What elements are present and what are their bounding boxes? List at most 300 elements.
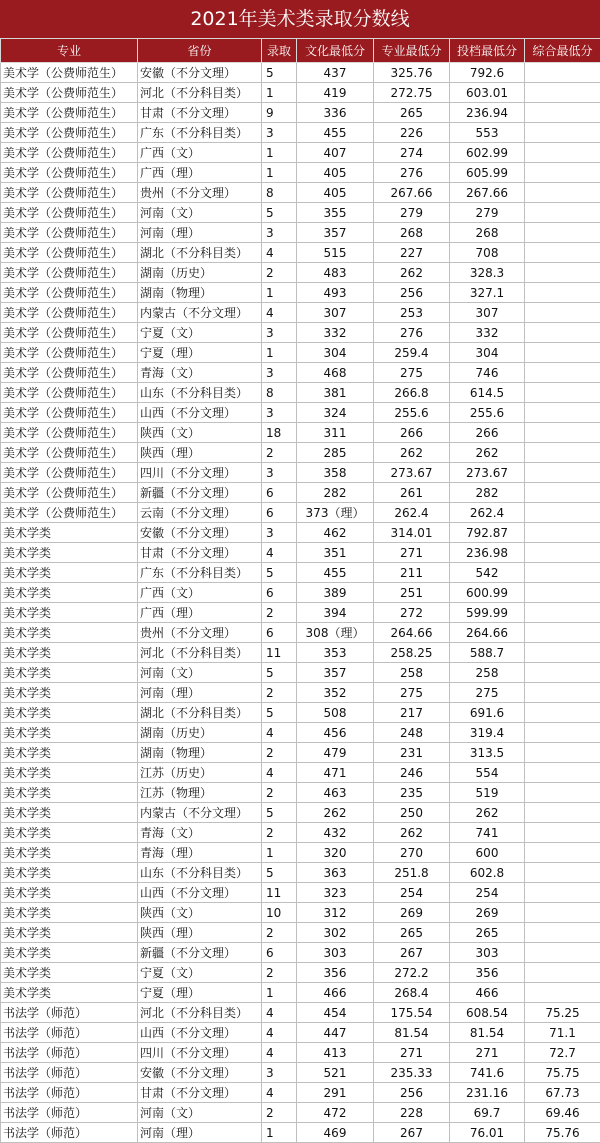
cell-major: 美术学类 (1, 823, 138, 843)
cell-filing-min: 266 (450, 423, 525, 443)
cell-admitted: 4 (262, 1003, 297, 1023)
table-row (1, 863, 600, 883)
cell-culture-min: 312 (297, 903, 374, 923)
cell-major-min: 256 (374, 283, 450, 303)
cell-province: 青海（理） (138, 843, 262, 863)
cell-filing-min: 792.6 (450, 63, 525, 83)
cell-major-min: 262.4 (374, 503, 450, 523)
cell-filing-min: 267.66 (450, 183, 525, 203)
cell-major: 美术学类 (1, 983, 138, 1003)
cell-major: 美术学类 (1, 523, 138, 543)
table-row (1, 503, 600, 523)
cell-major: 美术学类 (1, 763, 138, 783)
cell-composite-min (525, 403, 600, 423)
cell-major: 美术学（公费师范生） (1, 303, 138, 323)
table-row (1, 803, 600, 823)
cell-major: 美术学类 (1, 923, 138, 943)
cell-province: 河南（文） (138, 663, 262, 683)
table-row (1, 383, 600, 403)
cell-composite-min (525, 143, 600, 163)
cell-province: 安徽（不分文理） (138, 63, 262, 83)
cell-filing-min: 328.3 (450, 263, 525, 283)
cell-province: 云南（不分文理） (138, 503, 262, 523)
cell-filing-min: 519 (450, 783, 525, 803)
cell-major: 美术学（公费师范生） (1, 283, 138, 303)
cell-filing-min: 614.5 (450, 383, 525, 403)
table-row (1, 1103, 600, 1123)
cell-admitted: 5 (262, 803, 297, 823)
cell-major: 美术学（公费师范生） (1, 443, 138, 463)
cell-admitted: 4 (262, 723, 297, 743)
cell-admitted: 2 (262, 683, 297, 703)
cell-admitted: 2 (262, 1103, 297, 1123)
cell-culture-min: 373（理） (297, 503, 374, 523)
cell-culture-min: 323 (297, 883, 374, 903)
cell-province: 河南（文） (138, 1103, 262, 1123)
cell-filing-min: 279 (450, 203, 525, 223)
table-row (1, 83, 600, 103)
cell-composite-min (525, 923, 600, 943)
cell-major: 美术学（公费师范生） (1, 263, 138, 283)
cell-major-min: 81.54 (374, 1023, 450, 1043)
cell-province: 新疆（不分文理） (138, 483, 262, 503)
cell-province: 河北（不分科目类） (138, 1003, 262, 1023)
cell-province: 河南（理） (138, 683, 262, 703)
table-row (1, 203, 600, 223)
cell-filing-min: 303 (450, 943, 525, 963)
cell-major-min: 265 (374, 103, 450, 123)
cell-composite-min (525, 883, 600, 903)
cell-composite-min (525, 323, 600, 343)
table-row (1, 583, 600, 603)
cell-province: 广西（理） (138, 163, 262, 183)
cell-filing-min: 262.4 (450, 503, 525, 523)
cell-major-min: 251.8 (374, 863, 450, 883)
cell-admitted: 8 (262, 383, 297, 403)
cell-culture-min: 479 (297, 743, 374, 763)
cell-filing-min: 553 (450, 123, 525, 143)
cell-major: 美术学类 (1, 863, 138, 883)
table-row (1, 963, 600, 983)
cell-composite-min (525, 243, 600, 263)
cell-culture-min: 324 (297, 403, 374, 423)
cell-province: 内蒙古（不分文理） (138, 803, 262, 823)
cell-major: 美术学类 (1, 843, 138, 863)
cell-filing-min: 602.99 (450, 143, 525, 163)
cell-major-min: 254 (374, 883, 450, 903)
table-row (1, 343, 600, 363)
cell-filing-min: 605.99 (450, 163, 525, 183)
cell-admitted: 18 (262, 423, 297, 443)
cell-major: 书法学（师范） (1, 1083, 138, 1103)
cell-admitted: 3 (262, 363, 297, 383)
cell-culture-min: 471 (297, 763, 374, 783)
cell-province: 甘肃（不分文理） (138, 543, 262, 563)
cell-major-min: 268.4 (374, 983, 450, 1003)
cell-major: 美术学（公费师范生） (1, 383, 138, 403)
cell-major-min: 248 (374, 723, 450, 743)
cell-major: 美术学（公费师范生） (1, 223, 138, 243)
cell-filing-min: 608.54 (450, 1003, 525, 1023)
cell-composite-min (525, 183, 600, 203)
cell-admitted: 11 (262, 643, 297, 663)
cell-culture-min: 462 (297, 523, 374, 543)
cell-admitted: 2 (262, 603, 297, 623)
cell-major-min: 271 (374, 1043, 450, 1063)
cell-major-min: 265 (374, 923, 450, 943)
cell-province: 湖南（物理） (138, 283, 262, 303)
cell-filing-min: 708 (450, 243, 525, 263)
cell-province: 山西（不分文理） (138, 403, 262, 423)
cell-culture-min: 357 (297, 223, 374, 243)
table-row (1, 63, 600, 83)
cell-culture-min: 454 (297, 1003, 374, 1023)
table-row (1, 763, 600, 783)
cell-admitted: 5 (262, 203, 297, 223)
cell-composite-min (525, 623, 600, 643)
cell-admitted: 1 (262, 843, 297, 863)
table-row (1, 103, 600, 123)
cell-composite-min (525, 563, 600, 583)
cell-province: 新疆（不分文理） (138, 943, 262, 963)
cell-culture-min: 311 (297, 423, 374, 443)
cell-culture-min: 466 (297, 983, 374, 1003)
cell-major-min: 246 (374, 763, 450, 783)
header-major-min: 专业最低分 (374, 39, 450, 63)
cell-admitted: 4 (262, 543, 297, 563)
cell-admitted: 3 (262, 1063, 297, 1083)
cell-composite-min (525, 443, 600, 463)
cell-culture-min: 363 (297, 863, 374, 883)
cell-major-min: 268 (374, 223, 450, 243)
cell-major: 书法学（师范） (1, 1023, 138, 1043)
cell-composite-min (525, 723, 600, 743)
cell-province: 湖北（不分科目类） (138, 703, 262, 723)
cell-major-min: 250 (374, 803, 450, 823)
cell-filing-min: 258 (450, 663, 525, 683)
cell-culture-min: 282 (297, 483, 374, 503)
cell-filing-min: 254 (450, 883, 525, 903)
table-row (1, 1043, 600, 1063)
cell-composite-min (525, 843, 600, 863)
cell-composite-min (525, 743, 600, 763)
cell-major: 美术学类 (1, 803, 138, 823)
cell-province: 贵州（不分文理） (138, 623, 262, 643)
table-row (1, 463, 600, 483)
cell-admitted: 10 (262, 903, 297, 923)
cell-filing-min: 268 (450, 223, 525, 243)
cell-admitted: 4 (262, 1023, 297, 1043)
cell-composite-min (525, 343, 600, 363)
cell-major: 美术学类 (1, 723, 138, 743)
cell-admitted: 6 (262, 943, 297, 963)
cell-composite-min (525, 643, 600, 663)
cell-culture-min: 357 (297, 663, 374, 683)
cell-composite-min: 75.25 (525, 1003, 600, 1023)
cell-composite-min (525, 223, 600, 243)
cell-major: 美术学（公费师范生） (1, 463, 138, 483)
cell-culture-min: 413 (297, 1043, 374, 1063)
cell-major: 美术学类 (1, 703, 138, 723)
cell-admitted: 4 (262, 1083, 297, 1103)
cell-culture-min: 308（理） (297, 623, 374, 643)
cell-province: 陕西（文） (138, 423, 262, 443)
cell-admitted: 1 (262, 83, 297, 103)
cell-composite-min (525, 823, 600, 843)
cell-filing-min: 466 (450, 983, 525, 1003)
cell-major-min: 251 (374, 583, 450, 603)
table-row (1, 983, 600, 1003)
cell-culture-min: 303 (297, 943, 374, 963)
table-row (1, 1063, 600, 1083)
cell-filing-min: 600 (450, 843, 525, 863)
cell-province: 四川（不分文理） (138, 463, 262, 483)
cell-province: 宁夏（文） (138, 323, 262, 343)
cell-major: 美术学（公费师范生） (1, 323, 138, 343)
cell-admitted: 1 (262, 343, 297, 363)
cell-composite-min (525, 683, 600, 703)
cell-admitted: 6 (262, 483, 297, 503)
cell-major: 美术学（公费师范生） (1, 123, 138, 143)
cell-filing-min: 327.1 (450, 283, 525, 303)
cell-culture-min: 447 (297, 1023, 374, 1043)
cell-major: 美术学（公费师范生） (1, 63, 138, 83)
cell-composite-min (525, 583, 600, 603)
cell-composite-min: 75.76 (525, 1123, 600, 1143)
table-row (1, 883, 600, 903)
cell-culture-min: 405 (297, 183, 374, 203)
cell-filing-min: 746 (450, 363, 525, 383)
cell-culture-min: 336 (297, 103, 374, 123)
cell-province: 甘肃（不分文理） (138, 103, 262, 123)
table-row (1, 943, 600, 963)
cell-composite-min (525, 463, 600, 483)
header-major: 专业 (1, 39, 138, 63)
cell-major-min: 175.54 (374, 1003, 450, 1023)
cell-admitted: 2 (262, 783, 297, 803)
cell-province: 湖北（不分科目类） (138, 243, 262, 263)
cell-composite-min: 71.1 (525, 1023, 600, 1043)
cell-major-min: 226 (374, 123, 450, 143)
table-row (1, 903, 600, 923)
cell-major: 美术学（公费师范生） (1, 103, 138, 123)
cell-admitted: 11 (262, 883, 297, 903)
cell-province: 河南（文） (138, 203, 262, 223)
cell-admitted: 5 (262, 63, 297, 83)
cell-culture-min: 456 (297, 723, 374, 743)
cell-province: 青海（文） (138, 363, 262, 383)
table-row (1, 1003, 600, 1023)
cell-province: 湖南（物理） (138, 743, 262, 763)
table-row (1, 623, 600, 643)
cell-province: 湖南（历史） (138, 263, 262, 283)
cell-major-min: 270 (374, 843, 450, 863)
cell-admitted: 1 (262, 983, 297, 1003)
cell-major-min: 276 (374, 163, 450, 183)
cell-admitted: 2 (262, 823, 297, 843)
cell-major: 美术学（公费师范生） (1, 83, 138, 103)
cell-culture-min: 394 (297, 603, 374, 623)
cell-filing-min: 81.54 (450, 1023, 525, 1043)
cell-composite-min (525, 283, 600, 303)
cell-major: 美术学类 (1, 903, 138, 923)
cell-major: 书法学（师范） (1, 1063, 138, 1083)
cell-composite-min (525, 903, 600, 923)
cell-filing-min: 273.67 (450, 463, 525, 483)
cell-major: 书法学（师范） (1, 1043, 138, 1063)
header-province: 省份 (138, 39, 262, 63)
table-row (1, 223, 600, 243)
cell-major-min: 266 (374, 423, 450, 443)
cell-culture-min: 304 (297, 343, 374, 363)
cell-composite-min (525, 263, 600, 283)
cell-major-min: 274 (374, 143, 450, 163)
cell-culture-min: 320 (297, 843, 374, 863)
cell-composite-min (525, 103, 600, 123)
cell-admitted: 2 (262, 443, 297, 463)
cell-composite-min (525, 383, 600, 403)
cell-province: 广西（文） (138, 583, 262, 603)
table-row (1, 163, 600, 183)
cell-major-min: 275 (374, 363, 450, 383)
cell-filing-min: 262 (450, 803, 525, 823)
cell-major: 美术学类 (1, 963, 138, 983)
table-row (1, 783, 600, 803)
header-admitted: 录取 (262, 39, 297, 63)
cell-culture-min: 515 (297, 243, 374, 263)
cell-filing-min: 741 (450, 823, 525, 843)
cell-major-min: 231 (374, 743, 450, 763)
cell-composite-min (525, 783, 600, 803)
cell-admitted: 4 (262, 1043, 297, 1063)
page-title: 2021年美术类录取分数线 (0, 0, 600, 38)
cell-major: 美术学（公费师范生） (1, 343, 138, 363)
cell-major-min: 261 (374, 483, 450, 503)
cell-culture-min: 455 (297, 123, 374, 143)
cell-filing-min: 275 (450, 683, 525, 703)
cell-culture-min: 307 (297, 303, 374, 323)
table-row (1, 823, 600, 843)
cell-filing-min: 741.6 (450, 1063, 525, 1083)
cell-province: 江苏（物理） (138, 783, 262, 803)
cell-admitted: 5 (262, 703, 297, 723)
cell-province: 河北（不分科目类） (138, 643, 262, 663)
cell-major: 美术学类 (1, 643, 138, 663)
cell-major: 美术学类 (1, 743, 138, 763)
cell-filing-min: 271 (450, 1043, 525, 1063)
cell-major-min: 211 (374, 563, 450, 583)
table-row (1, 143, 600, 163)
table-row (1, 743, 600, 763)
cell-filing-min: 236.94 (450, 103, 525, 123)
cell-admitted: 3 (262, 523, 297, 543)
cell-filing-min: 262 (450, 443, 525, 463)
cell-composite-min: 67.73 (525, 1083, 600, 1103)
cell-province: 河南（理） (138, 223, 262, 243)
cell-major: 美术学（公费师范生） (1, 423, 138, 443)
cell-major-min: 273.67 (374, 463, 450, 483)
table-row (1, 403, 600, 423)
table-row (1, 123, 600, 143)
cell-province: 安徽（不分文理） (138, 523, 262, 543)
table-row (1, 363, 600, 383)
cell-major-min: 269 (374, 903, 450, 923)
cell-province: 山西（不分文理） (138, 883, 262, 903)
cell-filing-min: 264.66 (450, 623, 525, 643)
admission-score-table (0, 38, 600, 1143)
cell-culture-min: 358 (297, 463, 374, 483)
table-row (1, 663, 600, 683)
table-row (1, 923, 600, 943)
cell-major: 美术学类 (1, 603, 138, 623)
cell-admitted: 6 (262, 503, 297, 523)
cell-composite-min (525, 963, 600, 983)
cell-filing-min: 599.99 (450, 603, 525, 623)
cell-filing-min: 319.4 (450, 723, 525, 743)
cell-province: 广西（文） (138, 143, 262, 163)
cell-culture-min: 353 (297, 643, 374, 663)
table-row (1, 323, 600, 343)
cell-culture-min: 355 (297, 203, 374, 223)
cell-province: 山东（不分科目类） (138, 383, 262, 403)
cell-major-min: 267.66 (374, 183, 450, 203)
cell-filing-min: 313.5 (450, 743, 525, 763)
cell-culture-min: 302 (297, 923, 374, 943)
cell-major-min: 267 (374, 1123, 450, 1143)
cell-composite-min (525, 543, 600, 563)
cell-composite-min (525, 363, 600, 383)
cell-culture-min: 521 (297, 1063, 374, 1083)
cell-major: 美术学（公费师范生） (1, 243, 138, 263)
cell-filing-min: 76.01 (450, 1123, 525, 1143)
cell-filing-min: 356 (450, 963, 525, 983)
cell-culture-min: 455 (297, 563, 374, 583)
cell-admitted: 3 (262, 463, 297, 483)
cell-culture-min: 469 (297, 1123, 374, 1143)
table-row (1, 723, 600, 743)
header-composite-min: 综合最低分 (525, 39, 600, 63)
cell-major: 美术学（公费师范生） (1, 363, 138, 383)
cell-major-min: 271 (374, 543, 450, 563)
cell-major: 书法学（师范） (1, 1103, 138, 1123)
cell-admitted: 2 (262, 263, 297, 283)
cell-composite-min (525, 123, 600, 143)
table-row (1, 1083, 600, 1103)
table-row (1, 643, 600, 663)
cell-composite-min: 75.75 (525, 1063, 600, 1083)
cell-culture-min: 332 (297, 323, 374, 343)
table-header-row (1, 39, 600, 63)
cell-admitted: 3 (262, 323, 297, 343)
cell-major: 美术学（公费师范生） (1, 203, 138, 223)
cell-province: 宁夏（理） (138, 983, 262, 1003)
cell-admitted: 3 (262, 403, 297, 423)
cell-major: 美术学（公费师范生） (1, 483, 138, 503)
cell-composite-min (525, 503, 600, 523)
cell-province: 湖南（历史） (138, 723, 262, 743)
cell-major-min: 262 (374, 443, 450, 463)
cell-admitted: 5 (262, 663, 297, 683)
cell-filing-min: 236.98 (450, 543, 525, 563)
cell-province: 宁夏（理） (138, 343, 262, 363)
cell-culture-min: 351 (297, 543, 374, 563)
cell-province: 河北（不分科目类） (138, 83, 262, 103)
cell-admitted: 8 (262, 183, 297, 203)
cell-major-min: 259.4 (374, 343, 450, 363)
cell-filing-min: 542 (450, 563, 525, 583)
table-row (1, 283, 600, 303)
cell-admitted: 1 (262, 143, 297, 163)
